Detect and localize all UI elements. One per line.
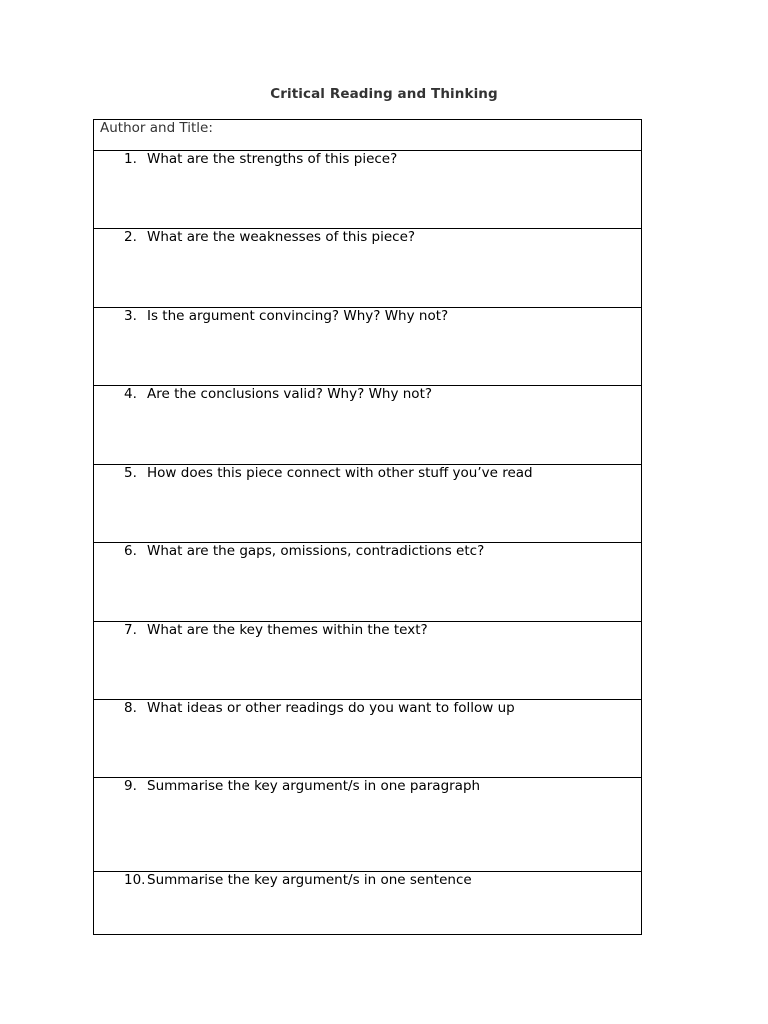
question-text: Summarise the key argument/s in one paragraph	[147, 778, 481, 794]
author-title-label: Author and Title:	[100, 120, 213, 136]
question-number: 5.	[124, 465, 137, 481]
question-row-5[interactable]	[94, 465, 641, 543]
question-text: What are the gaps, omissions, contradictions etc?	[147, 543, 485, 559]
question-text: How does this piece connect with other stuff you’ve read	[147, 465, 533, 481]
question-text: What are the strengths of this piece?	[147, 151, 398, 167]
question-number: 9.	[124, 778, 137, 794]
question-number: 6.	[124, 543, 137, 559]
question-text: Is the argument convincing? Why? Why not?	[147, 308, 449, 324]
question-row-4[interactable]	[94, 386, 641, 465]
question-text: What are the weaknesses of this piece?	[147, 229, 416, 245]
question-row-8[interactable]	[94, 700, 641, 778]
question-text: Summarise the key argument/s in one sentence	[147, 872, 472, 888]
question-number: 2.	[124, 229, 137, 245]
question-number: 7.	[124, 622, 137, 638]
page-title: Critical Reading and Thinking	[270, 86, 498, 102]
question-number: 3.	[124, 308, 137, 324]
question-row-9[interactable]	[94, 778, 641, 872]
question-row-1[interactable]	[94, 151, 641, 229]
author-title-field[interactable]	[94, 120, 641, 151]
question-table	[93, 119, 642, 935]
question-number: 10.	[124, 872, 146, 888]
question-row-7[interactable]	[94, 622, 641, 700]
question-number: 4.	[124, 386, 137, 402]
question-row-6[interactable]	[94, 543, 641, 622]
question-text: What ideas or other readings do you want to follow up	[147, 700, 515, 716]
question-number: 1.	[124, 151, 137, 167]
question-text: Are the conclusions valid? Why? Why not?	[147, 386, 433, 402]
question-row-3[interactable]	[94, 308, 641, 386]
question-row-2[interactable]	[94, 229, 641, 308]
question-row-10[interactable]	[94, 872, 641, 934]
question-number: 8.	[124, 700, 137, 716]
question-text: What are the key themes within the text?	[147, 622, 428, 638]
